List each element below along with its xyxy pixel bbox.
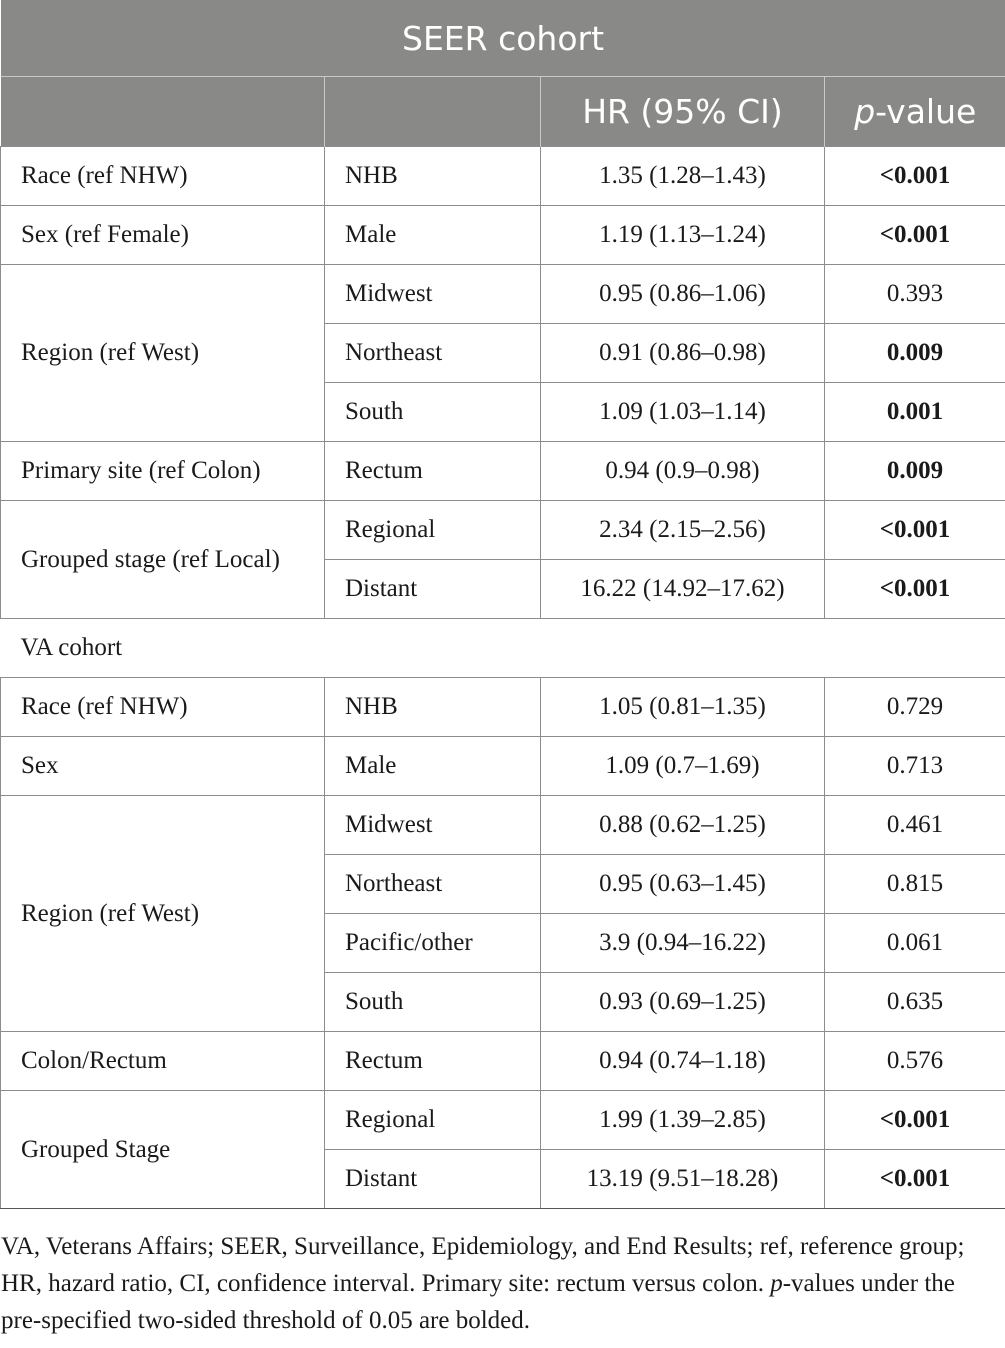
hr-value: 3.9 (0.94–16.22) — [541, 914, 825, 973]
level-label: Midwest — [325, 796, 541, 855]
hr-value: 1.09 (0.7–1.69) — [541, 737, 825, 796]
p-value-column-header — [825, 77, 1005, 147]
hr-value: 0.88 (0.62–1.25) — [541, 796, 825, 855]
hr-value: 16.22 (14.92–17.62) — [541, 560, 825, 619]
hr-value: 1.19 (1.13–1.24) — [541, 206, 825, 265]
p-italic: p — [854, 92, 876, 131]
level-label: Pacific/other — [325, 914, 541, 973]
hr-value: 0.91 (0.86–0.98) — [541, 324, 825, 383]
table-row — [1, 265, 1005, 324]
p-value: 0.461 — [825, 796, 1005, 855]
variable-column-header — [1, 77, 325, 147]
p-value: 0.815 — [825, 855, 1005, 914]
p-value: 0.635 — [825, 973, 1005, 1032]
table-row — [1, 678, 1005, 737]
p-value: 0.001 — [825, 383, 1005, 442]
hr-value: 1.35 (1.28–1.43) — [541, 147, 825, 206]
variable-label: Grouped stage (ref Local) — [1, 501, 325, 619]
p-value: 0.713 — [825, 737, 1005, 796]
table-row — [1, 1032, 1005, 1091]
p-value: 0.393 — [825, 265, 1005, 324]
hr-value: 0.93 (0.69–1.25) — [541, 973, 825, 1032]
level-label: Male — [325, 206, 541, 265]
p-value: 0.061 — [825, 914, 1005, 973]
variable-label: Sex (ref Female) — [1, 206, 325, 265]
variable-label: Grouped Stage — [1, 1091, 325, 1209]
hr-value: 13.19 (9.51–18.28) — [541, 1150, 825, 1209]
p-value: <0.001 — [825, 560, 1005, 619]
level-label: Male — [325, 737, 541, 796]
variable-label: Race (ref NHW) — [1, 147, 325, 206]
level-label: Rectum — [325, 442, 541, 501]
footnote-p-italic: p — [770, 1270, 783, 1297]
level-column-header — [325, 77, 541, 147]
table-row — [1, 796, 1005, 855]
va-section-heading: VA cohort — [1, 619, 1005, 678]
p-rest: -value — [875, 92, 977, 131]
level-label: Rectum — [325, 1032, 541, 1091]
hr-value: 1.99 (1.39–2.85) — [541, 1091, 825, 1150]
footnote-text-1: VA, Veterans Affairs; SEER, Surveillance, Epidemiology, and End Results; ref, reference group; HR, hazard ratio, CI, confidence interval. Primary site: rectum versus colon. — [1, 1233, 965, 1297]
p-value: <0.001 — [825, 1091, 1005, 1150]
va-section-row — [1, 619, 1005, 678]
hr-value: 0.95 (0.86–1.06) — [541, 265, 825, 324]
p-value: <0.001 — [825, 501, 1005, 560]
hr-value: 0.94 (0.74–1.18) — [541, 1032, 825, 1091]
level-label: Regional — [325, 1091, 541, 1150]
p-value: 0.729 — [825, 678, 1005, 737]
hr-value: 1.09 (1.03–1.14) — [541, 383, 825, 442]
level-label: NHB — [325, 147, 541, 206]
table-row — [1, 147, 1005, 206]
table-row — [1, 501, 1005, 560]
level-label: NHB — [325, 678, 541, 737]
level-label: Northeast — [325, 324, 541, 383]
p-value: <0.001 — [825, 206, 1005, 265]
variable-label: Sex — [1, 737, 325, 796]
level-label: South — [325, 973, 541, 1032]
variable-label: Race (ref NHW) — [1, 678, 325, 737]
table-row — [1, 737, 1005, 796]
level-label: Distant — [325, 560, 541, 619]
table-row — [1, 442, 1005, 501]
table-row — [1, 206, 1005, 265]
level-label: Distant — [325, 1150, 541, 1209]
table-title: SEER cohort — [1, 0, 1005, 77]
variable-label: Colon/Rectum — [1, 1032, 325, 1091]
hr-value: 0.94 (0.9–0.98) — [541, 442, 825, 501]
level-label: South — [325, 383, 541, 442]
hr-value: 0.95 (0.63–1.45) — [541, 855, 825, 914]
p-value: 0.009 — [825, 442, 1005, 501]
level-label: Regional — [325, 501, 541, 560]
variable-label: Region (ref West) — [1, 265, 325, 442]
footnote-text-2: -values under the pre-specified two-sided threshold of 0.05 are bolded. — [1, 1270, 955, 1334]
level-label: Northeast — [325, 855, 541, 914]
title-row — [1, 0, 1005, 77]
p-value: <0.001 — [825, 1150, 1005, 1209]
column-header-row — [1, 77, 1005, 147]
variable-label: Region (ref West) — [1, 796, 325, 1032]
p-value: 0.009 — [825, 324, 1005, 383]
table-footnote — [1, 1228, 1001, 1339]
level-label: Midwest — [325, 265, 541, 324]
hr-column-header: HR (95% CI) — [541, 77, 825, 147]
variable-label: Primary site (ref Colon) — [1, 442, 325, 501]
hr-value: 2.34 (2.15–2.56) — [541, 501, 825, 560]
p-value: <0.001 — [825, 147, 1005, 206]
hr-value: 1.05 (0.81–1.35) — [541, 678, 825, 737]
p-value: 0.576 — [825, 1032, 1005, 1091]
table-row — [1, 1091, 1005, 1150]
